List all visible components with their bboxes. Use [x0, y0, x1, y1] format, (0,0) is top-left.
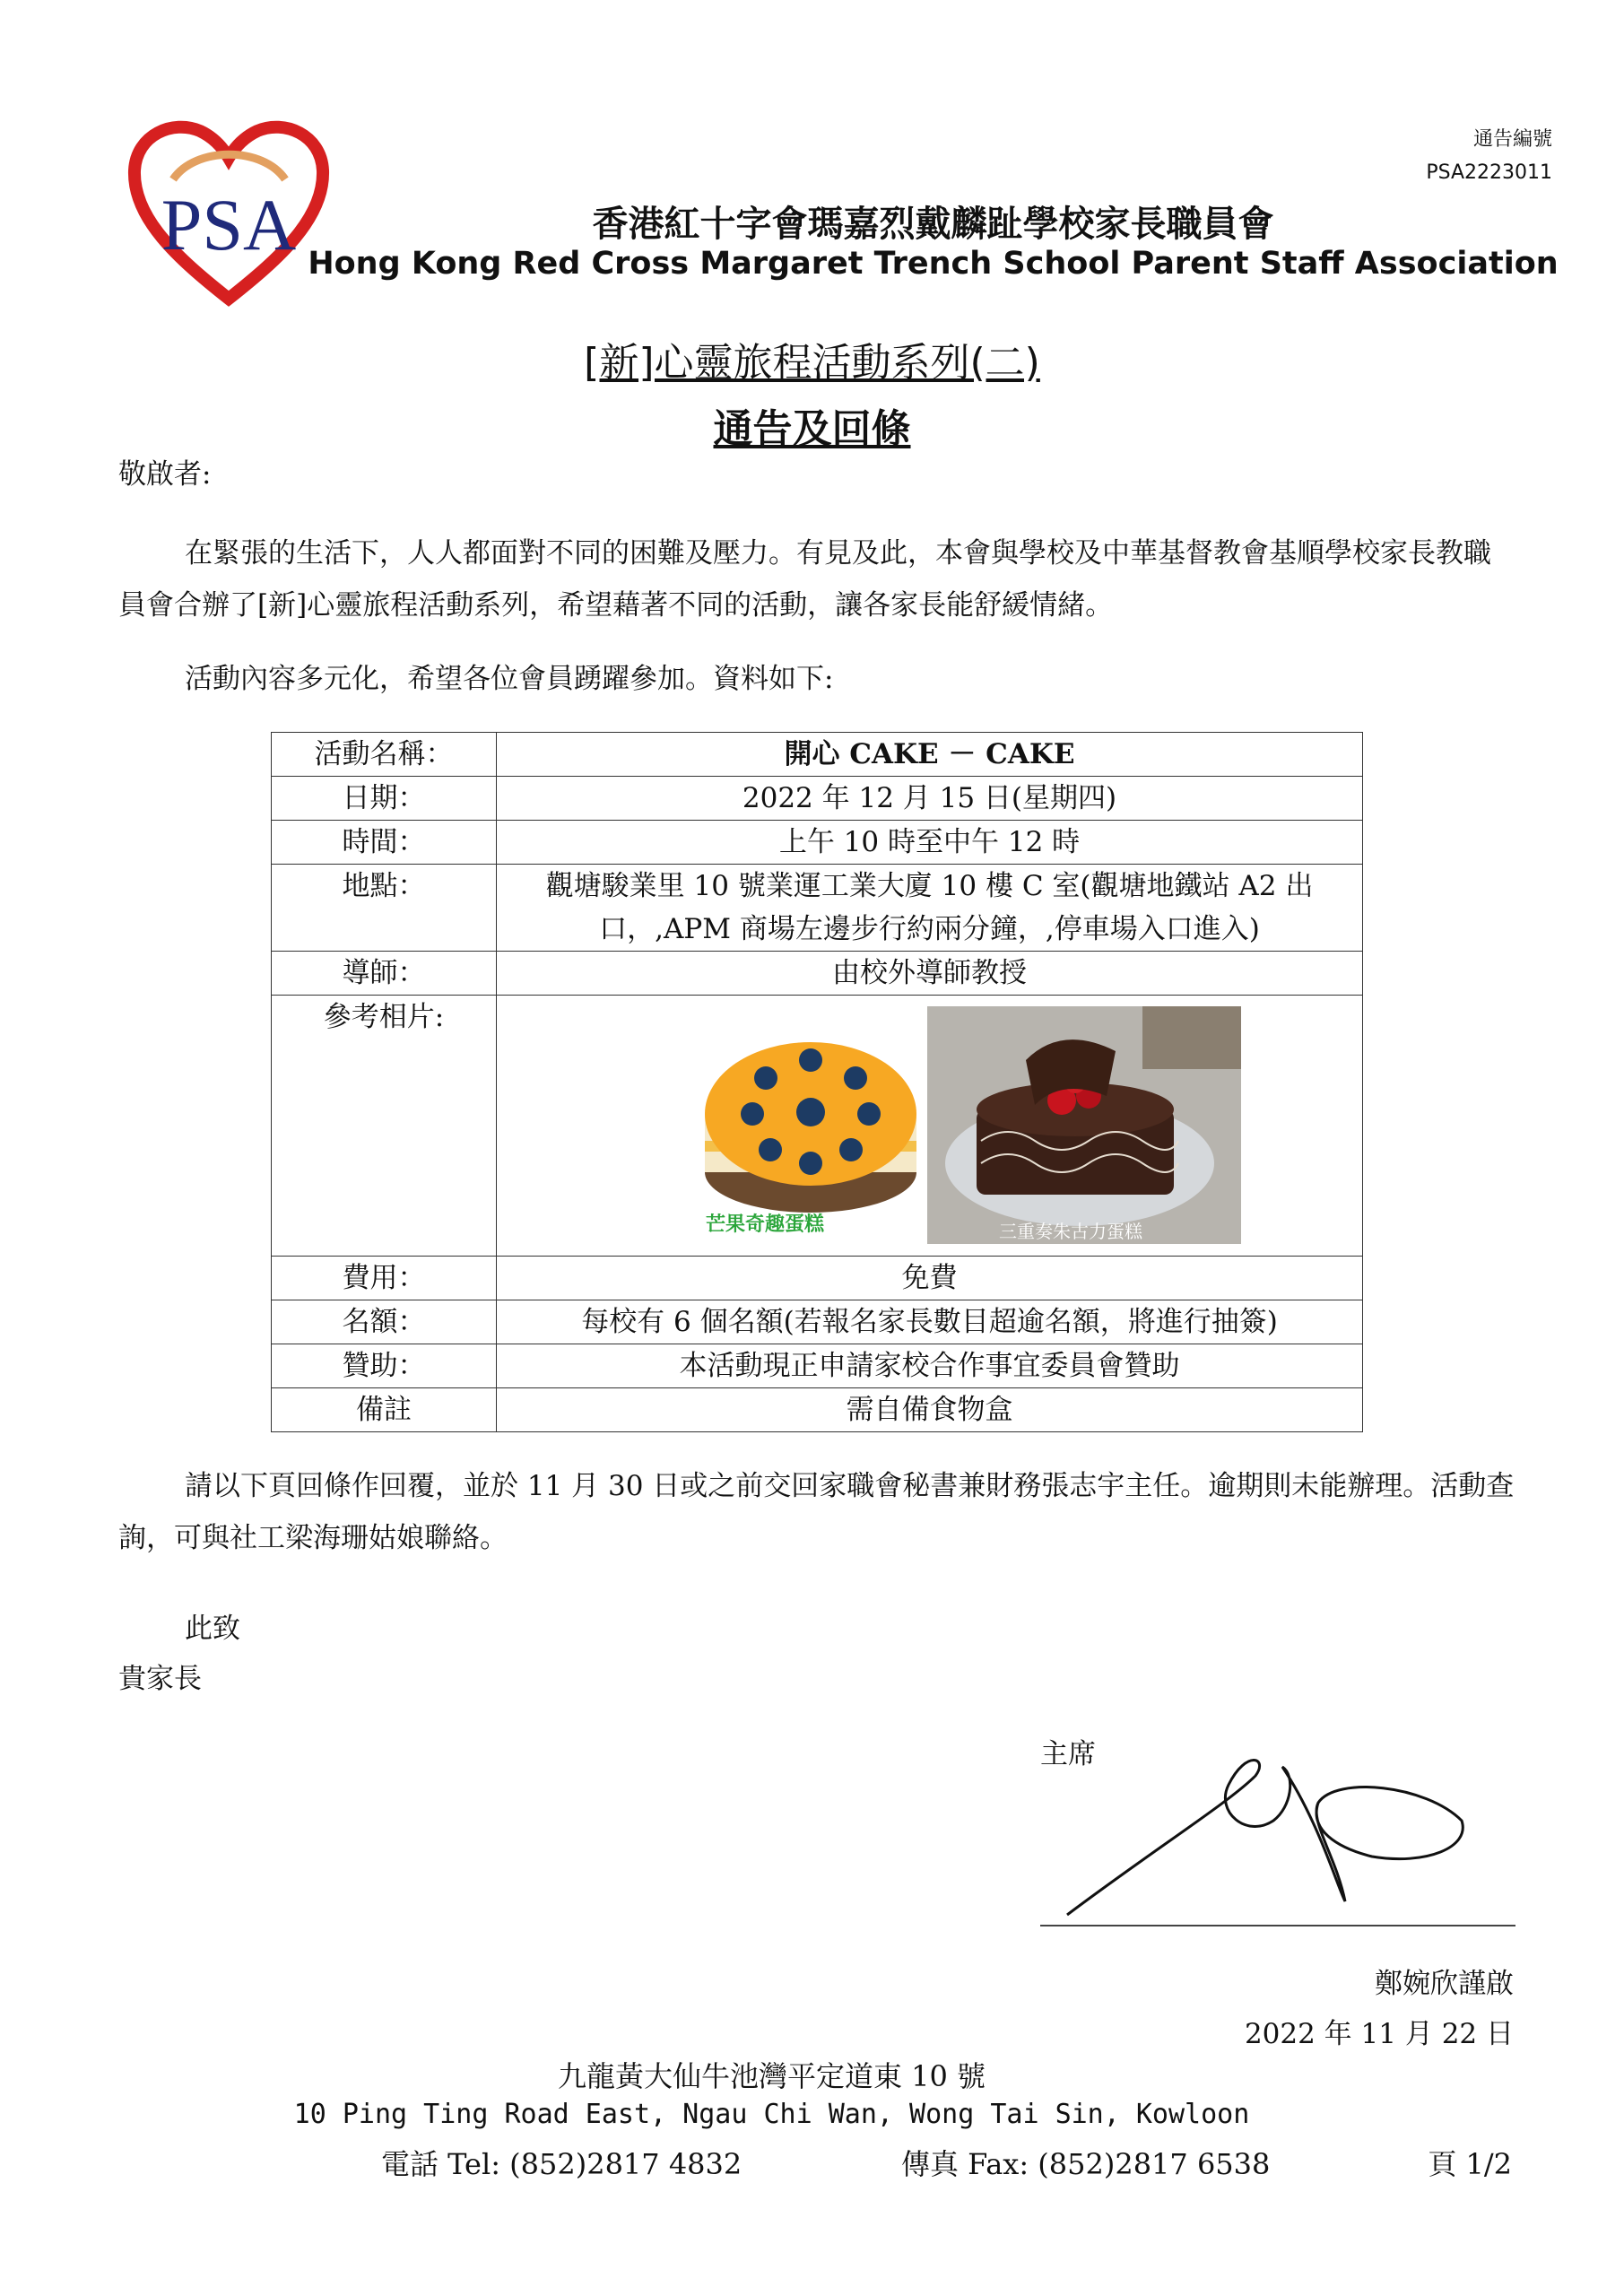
notice-number-label: 通告編號 — [1472, 128, 1552, 151]
row-value: 需自備食物盒 — [497, 1388, 1363, 1432]
row-key: 導師： — [272, 952, 497, 996]
details-intro: 活動內容多元化，希望各位會員踴躍參加。資料如下: — [185, 663, 834, 695]
row-value: 免費 — [497, 1257, 1363, 1300]
reply-paragraph: 請以下頁回條作回覆，並於 11 月 30 日或之前交回家職會秘書兼財務張志宇主任。逾期則未能辦理。活動查詢，可與社工梁海珊姑娘聯絡。 — [118, 1470, 1515, 1554]
table-row — [272, 777, 1363, 821]
page-title: [新]心靈旅程活動系列(二) — [584, 340, 1040, 386]
row-key: 時間： — [272, 821, 497, 865]
chocolate-cake-photo — [927, 1006, 1241, 1244]
table-row — [272, 1300, 1363, 1344]
table-row — [272, 996, 1363, 1257]
row-value: 上午 10 時至中午 12 時 — [497, 821, 1363, 865]
row-value: 2022 年 12 月 15 日(星期四) — [497, 777, 1363, 821]
row-key: 費用： — [272, 1257, 497, 1300]
table-row — [272, 952, 1363, 996]
closing-line: 此致 — [185, 1613, 240, 1645]
logo-text: PSA — [161, 184, 297, 265]
activity-table — [271, 732, 1363, 1432]
row-key: 備註 — [272, 1388, 497, 1432]
row-value: 每校有 6 個名額(若報名家長數目超逾名額，將進行抽簽) — [497, 1300, 1363, 1344]
row-value: 由校外導師教授 — [497, 952, 1363, 996]
telephone: 電話 Tel: (852)2817 4832 — [381, 2147, 743, 2181]
address-zh: 九龍黃大仙牛池灣平定道東 10 號 — [557, 2059, 986, 2093]
row-key: 日期： — [272, 777, 497, 821]
table-row — [272, 1257, 1363, 1300]
signature-line — [1040, 1925, 1515, 1926]
row-value: 開心 CAKE － CAKE — [497, 733, 1363, 777]
row-key: 參考相片: — [272, 996, 497, 1257]
photo2-caption: 三重奏朱古力蛋糕 — [999, 1221, 1142, 1242]
row-key: 名額： — [272, 1300, 497, 1344]
photo-cell — [497, 996, 1363, 1257]
chair-title: 主席 — [1040, 1738, 1096, 1770]
table-row — [272, 733, 1363, 777]
mango-cake-photo — [699, 1006, 923, 1244]
row-value: 本活動現正申請家校合作事宜委員會贊助 — [497, 1344, 1363, 1388]
signature-image — [1049, 1722, 1480, 1928]
table-row — [272, 865, 1363, 952]
letter-date: 2022 年 11 月 22 日 — [1244, 2018, 1514, 2050]
recipient-line: 貴家長 — [118, 1663, 202, 1695]
row-key: 贊助： — [272, 1344, 497, 1388]
address-en: 10 Ping Ting Road East, Ngau Chi Wan, Wong Tai Sin, Kowloon — [293, 2099, 1250, 2130]
row-key: 活動名稱： — [272, 733, 497, 777]
row-value: 觀塘駿業里 10 號業運工業大廈 10 樓 C 室(觀塘地鐵站 A2 出口，,APM 商場左邊步行約兩分鐘，,停車場入口進入) — [497, 865, 1363, 952]
page-number: 頁 1/2 — [1428, 2147, 1512, 2181]
table-row — [272, 821, 1363, 865]
signer-name: 鄭婉欣謹啟 — [1375, 1968, 1514, 2000]
table-row — [272, 1388, 1363, 1432]
intro-paragraph: 在緊張的生活下，人人都面對不同的困難及壓力。有見及此，本會與學校及中華基督教會基順學校家長教職員會合辦了[新]心靈旅程活動系列，希望藉著不同的活動，讓各家長能舒緩情緒。 — [118, 537, 1491, 622]
org-name-en: Hong Kong Red Cross Margaret Trench School Parent Staff Association — [308, 246, 1559, 282]
fax: 傳真 Fax: (852)2817 6538 — [901, 2147, 1271, 2181]
row-key: 地點： — [272, 865, 497, 952]
salutation: 敬啟者: — [118, 458, 212, 491]
notice-number: PSA2223011 — [1426, 161, 1552, 184]
org-name-zh: 香港紅十字會瑪嘉烈戴麟趾學校家長職員會 — [592, 204, 1274, 245]
page-subtitle: 通告及回條 — [713, 406, 911, 452]
photo1-caption: 芒果奇趣蛋糕 — [706, 1213, 825, 1236]
table-row — [272, 1344, 1363, 1388]
